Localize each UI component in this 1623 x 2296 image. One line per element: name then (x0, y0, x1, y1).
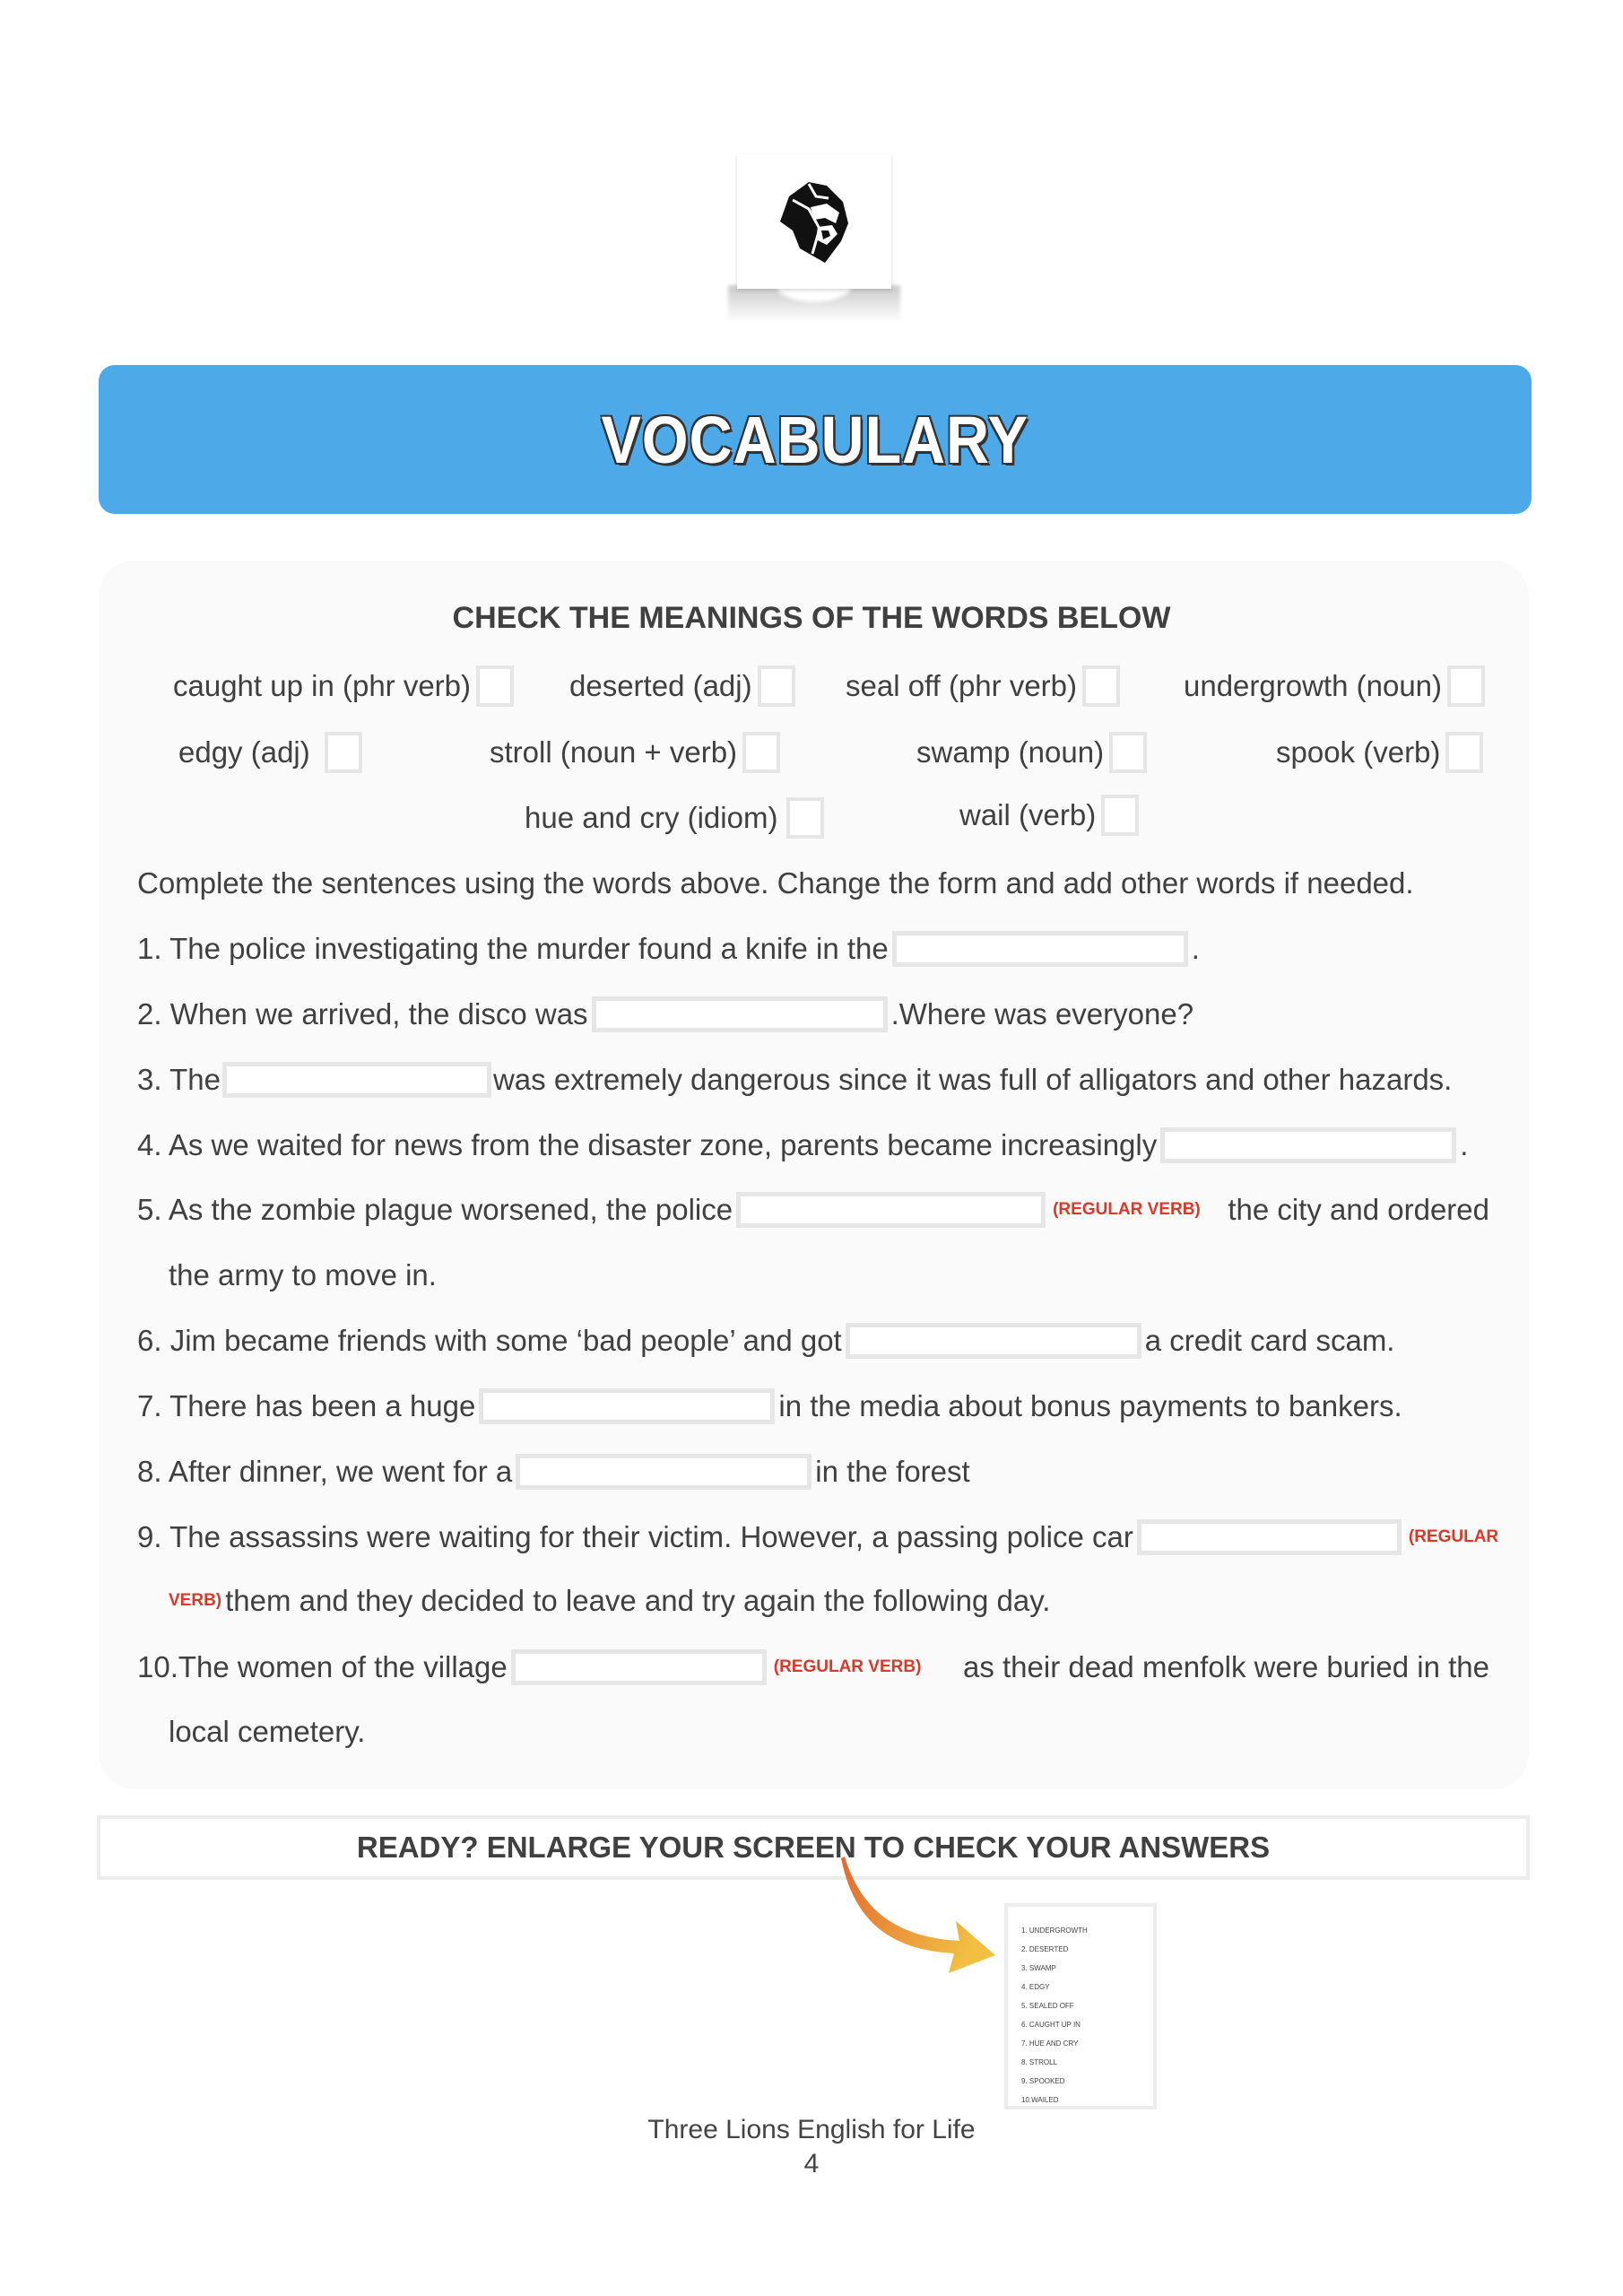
word-item (1276, 732, 1483, 773)
instruction-text: Complete the sentences using the words above. Change the form and add other words if needed. (137, 866, 1414, 900)
answer-blank-7[interactable] (479, 1388, 775, 1424)
sentence-text: 1. The police investigating the murder found a knife in the (137, 932, 889, 965)
sentence-text: the city and ordered (1228, 1193, 1489, 1226)
word-label: swamp (noun) (916, 735, 1105, 769)
regular-verb-hint: (REGULAR VERB) (1053, 1200, 1201, 1219)
page-title: VOCABULARY (601, 402, 1029, 477)
word-item (846, 665, 1120, 707)
sentence-text: in the forest (815, 1455, 970, 1488)
answer-blank-8[interactable] (516, 1454, 812, 1490)
sentence-1 (137, 931, 1200, 967)
sentence-4 (137, 1127, 1468, 1163)
word-label: caught up in (phr verb) (173, 669, 472, 702)
word-label: wail (verb) (959, 798, 1097, 831)
answer-item: 4. EDGY (1021, 1983, 1050, 1991)
check-answers-text: READY? ENLARGE YOUR SCREEN TO CHECK YOUR ANSWERS (356, 1831, 1271, 1864)
word-item (959, 795, 1139, 836)
sentence-text: 10.The women of the village (137, 1650, 508, 1683)
answer-blank-3[interactable] (222, 1062, 491, 1098)
word-checkbox[interactable] (786, 797, 824, 839)
curved-arrow-icon (834, 1857, 1013, 1973)
sentence-text: a credit card scam. (1144, 1324, 1395, 1357)
sentence-9-continued (169, 1584, 1050, 1618)
sentence-text: 3. The (137, 1063, 221, 1096)
answer-blank-2[interactable] (592, 996, 888, 1032)
word-label: stroll (noun + verb) (490, 735, 738, 769)
word-item (569, 665, 795, 707)
page-number: 4 (803, 2149, 820, 2179)
word-checkbox[interactable] (1082, 665, 1120, 707)
word-label: edgy (adj) (178, 735, 310, 769)
footer-brand: Three Lions English for Life (647, 2115, 976, 2144)
sentence-10 (137, 1649, 1489, 1685)
answer-item: 3. SWAMP (1021, 1964, 1056, 1972)
answer-key (1004, 1903, 1157, 2109)
answer-item: 10.WAILED (1021, 2096, 1059, 2104)
sentence-text: 5. As the zombie plague worsened, the police (137, 1193, 733, 1226)
word-checkbox[interactable] (1447, 665, 1485, 707)
word-item (1184, 665, 1485, 707)
sentence-5-continued: the army to move in. (169, 1258, 437, 1292)
regular-verb-hint: (REGULAR VERB) (773, 1657, 922, 1676)
check-answers-banner (97, 1815, 1530, 1880)
sentence-3 (137, 1062, 1452, 1098)
answer-item: 9. SPOOKED (1021, 2077, 1065, 2085)
word-item (525, 797, 824, 839)
answer-item: 5. SEALED OFF (1021, 2002, 1074, 2010)
sentence-text: . (1460, 1128, 1469, 1161)
sentence-text: 2. When we arrived, the disco was (137, 997, 588, 1031)
regular-verb-hint: (REGULAR (1408, 1527, 1499, 1546)
sentence-text: 7. There has been a huge (137, 1389, 476, 1422)
sentence-text: 4. As we waited for news from the disaster zone, parents became increasingly (137, 1128, 1158, 1161)
word-item (490, 732, 780, 773)
sentence-text: 8. After dinner, we went for a (137, 1455, 513, 1488)
answer-blank-6[interactable] (846, 1323, 1141, 1359)
answer-blank-5[interactable] (736, 1192, 1046, 1228)
word-checkbox[interactable] (758, 665, 795, 707)
word-label: undergrowth (noun) (1184, 669, 1443, 702)
word-label: deserted (adj) (569, 669, 752, 702)
sentence-text: them and they decided to leave and try again the following day. (225, 1584, 1051, 1617)
word-label: spook (verb) (1276, 735, 1441, 769)
sentence-6 (137, 1323, 1394, 1359)
answer-blank-10[interactable] (511, 1649, 767, 1685)
word-checkbox[interactable] (476, 665, 514, 707)
logo-shadow (728, 285, 900, 323)
word-item (178, 732, 362, 773)
regular-verb-hint: VERB) (169, 1591, 222, 1610)
logo-card (737, 154, 891, 289)
word-checkbox[interactable] (1101, 795, 1139, 836)
answer-blank-1[interactable] (892, 931, 1188, 967)
sentence-text: as their dead menfolk were buried in the (962, 1650, 1489, 1683)
answer-item: 8. STROLL (1021, 2058, 1058, 2066)
sentence-8 (137, 1454, 970, 1490)
sentence-text: 6. Jim became friends with some ‘bad people’ and got (137, 1324, 842, 1357)
sentence-2 (137, 996, 1193, 1032)
word-checkbox[interactable] (742, 732, 780, 773)
sentence-5 (137, 1192, 1489, 1228)
word-label: seal off (phr verb) (846, 669, 1078, 702)
answer-item: 7. HUE AND CRY (1021, 2039, 1079, 2048)
word-checkbox[interactable] (1109, 732, 1147, 773)
lion-head-icon (773, 177, 855, 266)
exercise-heading: CHECK THE MEANINGS OF THE WORDS BELOW (452, 601, 1171, 635)
sentence-text: was extremely dangerous since it was full of alligators and other hazards. (492, 1063, 1453, 1096)
word-label: hue and cry (idiom) (525, 801, 778, 834)
word-item (173, 665, 514, 707)
answer-item: 1. UNDERGROWTH (1021, 1926, 1088, 1935)
word-item (916, 732, 1147, 773)
answer-blank-4[interactable] (1160, 1127, 1456, 1163)
sentence-9 (137, 1519, 1502, 1555)
answer-blank-9[interactable] (1137, 1519, 1402, 1555)
sentence-7 (137, 1388, 1402, 1424)
sentence-text: . (1191, 932, 1200, 965)
sentence-text: in the media about bonus payments to bankers. (778, 1389, 1402, 1422)
word-checkbox[interactable] (1445, 732, 1483, 773)
answer-item: 6. CAUGHT UP IN (1021, 2021, 1081, 2029)
sentence-text: 9. The assassins were waiting for their victim. However, a passing police car (137, 1520, 1133, 1553)
sentence-text: .Where was everyone? (890, 997, 1194, 1031)
sentence-10-continued: local cemetery. (169, 1715, 366, 1748)
answer-item: 2. DESERTED (1021, 1945, 1069, 1953)
word-checkbox[interactable] (325, 732, 362, 773)
title-banner (99, 365, 1532, 514)
